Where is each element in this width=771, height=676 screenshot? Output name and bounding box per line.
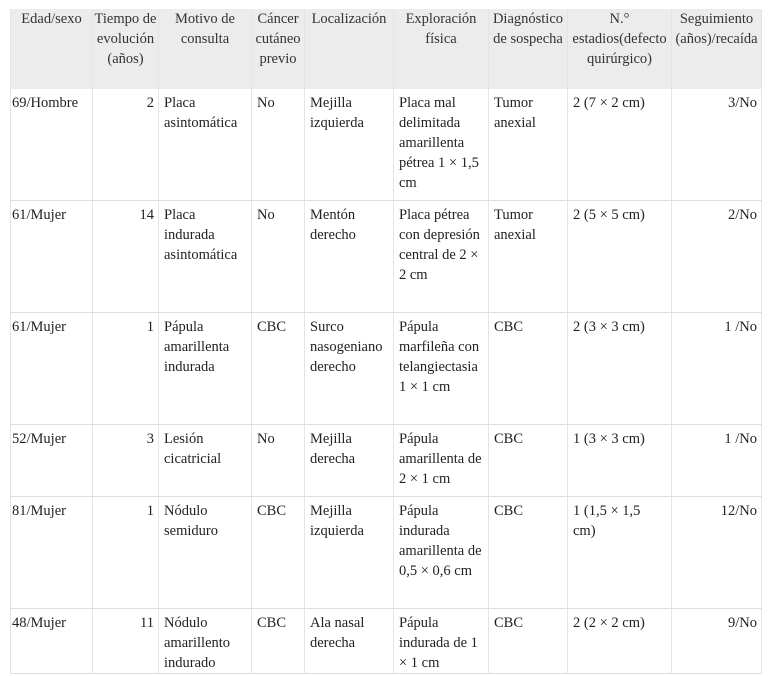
table-cell: Nódulo semiduro (159, 497, 252, 609)
header-cell: N.° estadios(defecto quirúrgico) (568, 9, 672, 89)
table-row (11, 609, 762, 674)
header-cell: Cáncer cutáneo previo (252, 9, 305, 89)
table-cell: Lesión cicatricial (159, 425, 252, 497)
table-row (11, 201, 762, 313)
table-cell: Mejilla derecha (305, 425, 394, 497)
table-cell: 9/No (672, 609, 762, 674)
table-cell: 1 (93, 497, 159, 609)
table-cell: Pápula amarillenta indurada (159, 313, 252, 425)
table-cell: Placa mal delimitada amarillenta pétrea 1 × 1,5 cm (394, 89, 489, 201)
table-cell: Placa asintomática (159, 89, 252, 201)
table-cell: 11 (93, 609, 159, 674)
table-cell: Pápula indurada amarillenta de 0,5 × 0,6 cm (394, 497, 489, 609)
table-cell: 52/Mujer (11, 425, 93, 497)
table-cell: Placa pétrea con depresión central de 2 × 2 cm (394, 201, 489, 313)
table-cell: 3/No (672, 89, 762, 201)
table-cell: Pápula marfileña con telangiectasia 1 × 1 cm (394, 313, 489, 425)
table-cell: 1 (1,5 × 1,5 cm) (568, 497, 672, 609)
table-cell: 2 (2 × 2 cm) (568, 609, 672, 674)
table-cell: 69/Hombre (11, 89, 93, 201)
table-cell: 2/No (672, 201, 762, 313)
table-cell: Pápula amarillenta de 2 × 1 cm (394, 425, 489, 497)
header-cell: Localización (305, 9, 394, 89)
table-cell: 2 (93, 89, 159, 201)
table-cell: 61/Mujer (11, 313, 93, 425)
table-cell: CBC (489, 425, 568, 497)
table-cell: 48/Mujer (11, 609, 93, 674)
table-cell: CBC (489, 609, 568, 674)
header-cell: Seguimiento (años)/recaída (672, 9, 762, 89)
table-cell: CBC (489, 313, 568, 425)
table-cell: Placa indurada asintomática (159, 201, 252, 313)
header-cell: Exploración física (394, 9, 489, 89)
table-cell: 2 (3 × 3 cm) (568, 313, 672, 425)
table-cell: 81/Mujer (11, 497, 93, 609)
table-cell: Pápula indurada de 1 × 1 cm (394, 609, 489, 674)
table-cell: Tumor anexial (489, 201, 568, 313)
table-cell: 12/No (672, 497, 762, 609)
table-cell: 14 (93, 201, 159, 313)
table-cell: CBC (252, 497, 305, 609)
table-cell: 2 (5 × 5 cm) (568, 201, 672, 313)
table-cell: 1 (3 × 3 cm) (568, 425, 672, 497)
table-row (11, 425, 762, 497)
clinical-cases-table (10, 9, 762, 674)
table-cell: 3 (93, 425, 159, 497)
table-cell: No (252, 89, 305, 201)
table-cell: Surco nasogeniano derecho (305, 313, 394, 425)
table-cell: Ala nasal derecha (305, 609, 394, 674)
table-cell: 2 (7 × 2 cm) (568, 89, 672, 201)
table-cell: Tumor anexial (489, 89, 568, 201)
table-cell: Mentón derecho (305, 201, 394, 313)
header-cell: Tiempo de evolución (años) (93, 9, 159, 89)
table-cell: 1 /No (672, 313, 762, 425)
table-row (11, 313, 762, 425)
table-cell: Mejilla izquierda (305, 497, 394, 609)
table-cell: No (252, 201, 305, 313)
header-cell: Motivo de consulta (159, 9, 252, 89)
table-cell: CBC (252, 313, 305, 425)
table-row (11, 89, 762, 201)
header-row (11, 9, 762, 89)
table-cell: 1 /No (672, 425, 762, 497)
table-cell: No (252, 425, 305, 497)
header-cell: Edad/sexo (11, 9, 93, 89)
table-cell: Nódulo amarillento indurado (159, 609, 252, 674)
table-cell: Mejilla izquierda (305, 89, 394, 201)
table-row (11, 497, 762, 609)
table-cell: CBC (489, 497, 568, 609)
table-cell: 1 (93, 313, 159, 425)
table-cell: CBC (252, 609, 305, 674)
header-cell: Diagnóstico de sospecha (489, 9, 568, 89)
table-cell: 61/Mujer (11, 201, 93, 313)
